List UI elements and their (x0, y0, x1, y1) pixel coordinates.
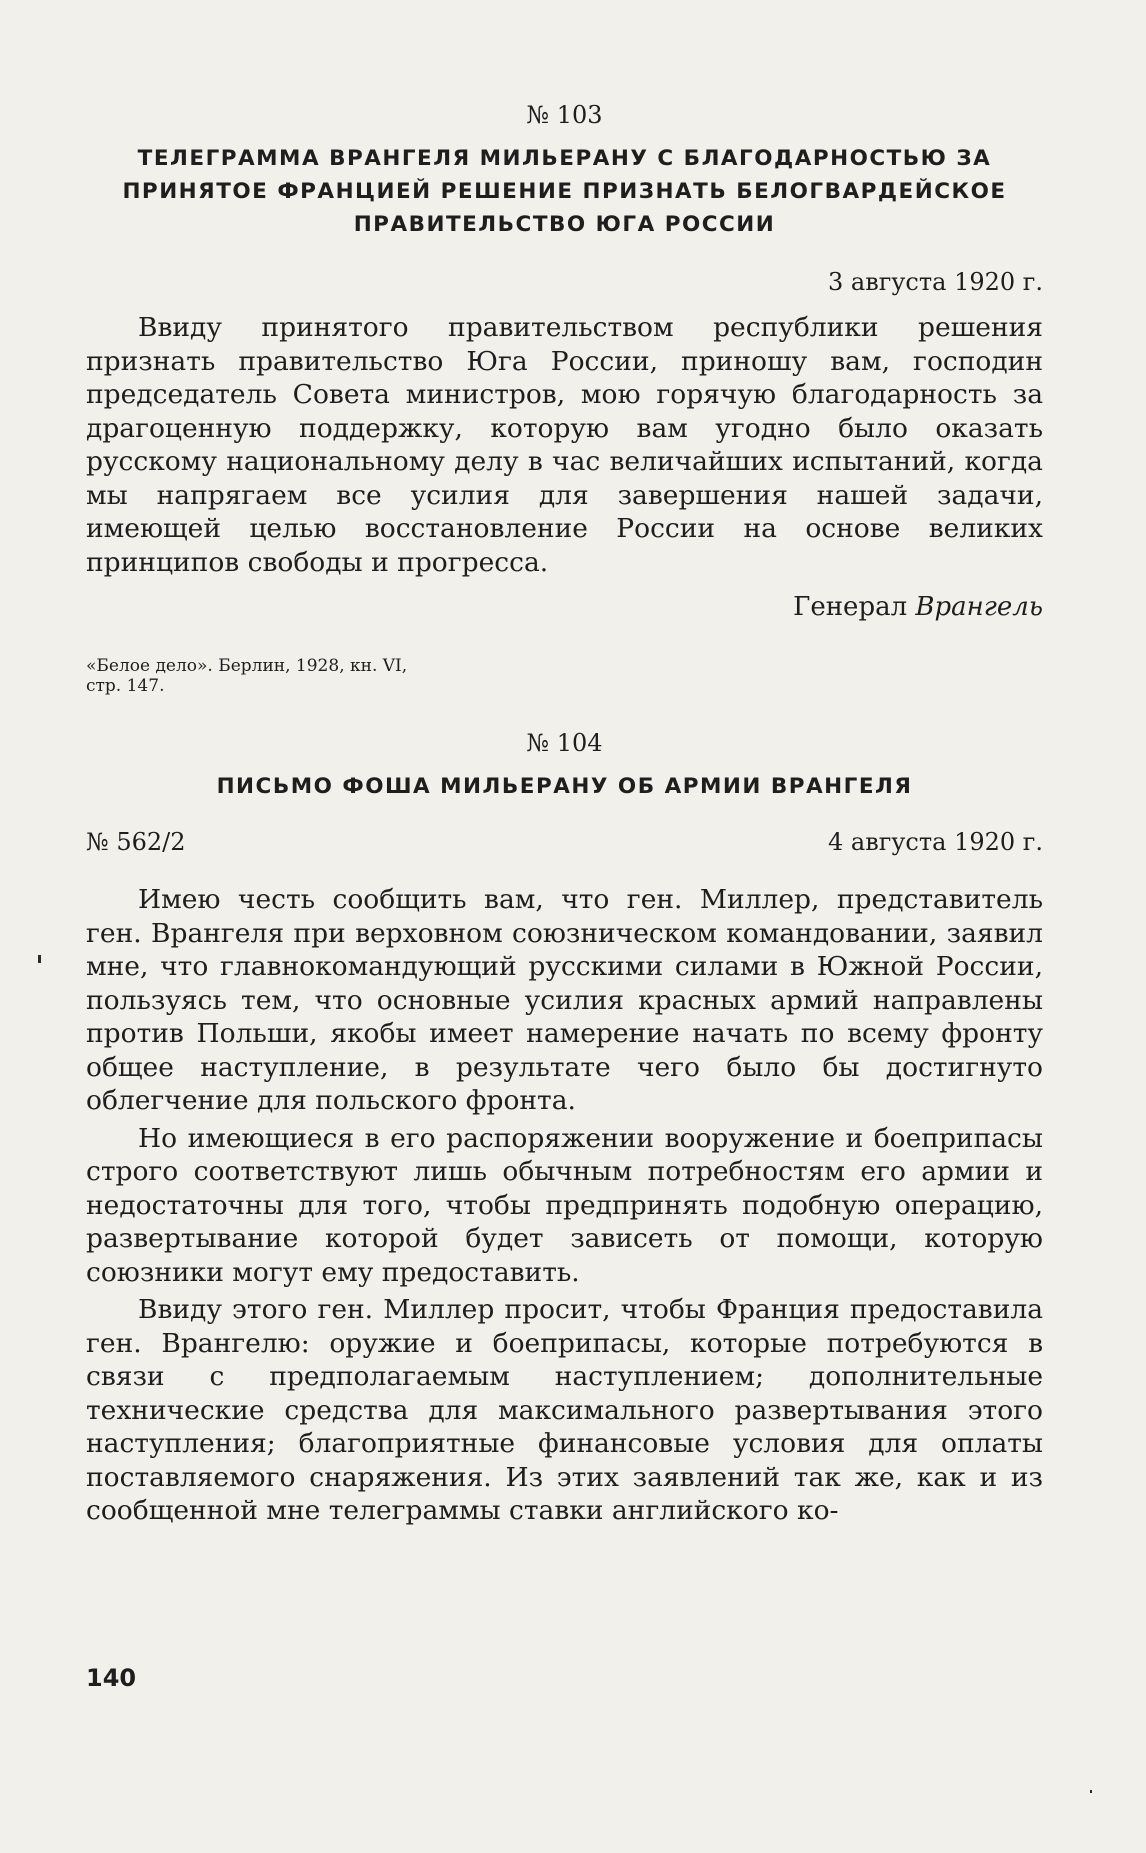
signature-name: Врангель (915, 592, 1043, 622)
paragraph: Имею честь сообщить вам, что ген. Миллер, представитель ген. Врангеля при верховном союзническом командовании, заявил мне, что главнокомандующий русскими силами в Южной России, пользуясь тем, что основные усилия красных армий направлены против Польши, якобы имеет намерение начать по всему фронту общее наступление, в результате чего было бы достигнуто облегчение для польского фронта. (86, 884, 1043, 1116)
paragraph: Ввиду этого ген. Миллер просит, чтобы Франция предоставила ген. Врангелю: оружие и боеприпасы, которые потребуются в связи с предполагаемым наступлением; дополнительные технические средства для максимального развертывания этого наступления; благоприятные финансовые условия для оплаты поставляемого снаряжения. Из этих заявлений так же, как и из сообщенной мне телеграммы ставки английского ко- (86, 1294, 1043, 1526)
document-date: 4 августа 1920 г. (828, 828, 1043, 856)
signature-rank: Генерал (793, 592, 908, 622)
reference-row (86, 827, 1043, 857)
document-number: № 104 (526, 729, 603, 757)
source-line: «Белое дело». Берлин, 1928, кн. VI, (86, 656, 408, 676)
document-reference: № 562/2 (86, 828, 186, 856)
scan-speck (38, 955, 41, 963)
source-citation (86, 656, 1043, 696)
paragraph: Но имеющиеся в его распоряжении вооружение и боеприпасы строго соответствуют лишь обычным потребностям его армии и недостаточны для того, чтобы предпринять подобную операцию, развертывание которой будет зависеть от помощи, которую союзники могут ему предоставить. (86, 1122, 1043, 1288)
text-column (86, 100, 1043, 1528)
scan-speck (1090, 1790, 1092, 1793)
document-103 (86, 100, 1043, 696)
signature (86, 591, 1043, 624)
document-date: 3 августа 1920 г. (828, 268, 1043, 296)
document-body: Ввиду принятого правительством республики решения признать правительство Юга России, приношу вам, господин председатель Совета министров, мою горячую благодарность за драгоценную поддержку, которую вам угодно было оказать русскому национальному делу в час величайших испытаний, когда мы напрягаем все усилия для завершения нашей задачи, имеющей целью восстановление России на основе великих принципов свободы и прогресса. (86, 312, 1043, 578)
document-number: № 103 (526, 101, 603, 129)
page-number: 140 (86, 1664, 137, 1692)
source-line: стр. 147. (86, 676, 165, 696)
document-104 (86, 728, 1043, 1528)
document-title: ПИСЬМО ФОША МИЛЬЕРАНУ ОБ АРМИИ ВРАНГЕЛЯ (216, 774, 913, 799)
document-title: ТЕЛЕГРАММА ВРАНГЕЛЯ МИЛЬЕРАНУ С БЛАГОДАРНОСТЬЮ ЗА ПРИНЯТОЕ ФРАНЦИЕЙ РЕШЕНИЕ ПРИЗНАТЬ БЕЛОГВАРДЕЙСКОЕ ПРАВИТЕЛЬСТВО ЮГА РОССИИ (122, 146, 1007, 237)
